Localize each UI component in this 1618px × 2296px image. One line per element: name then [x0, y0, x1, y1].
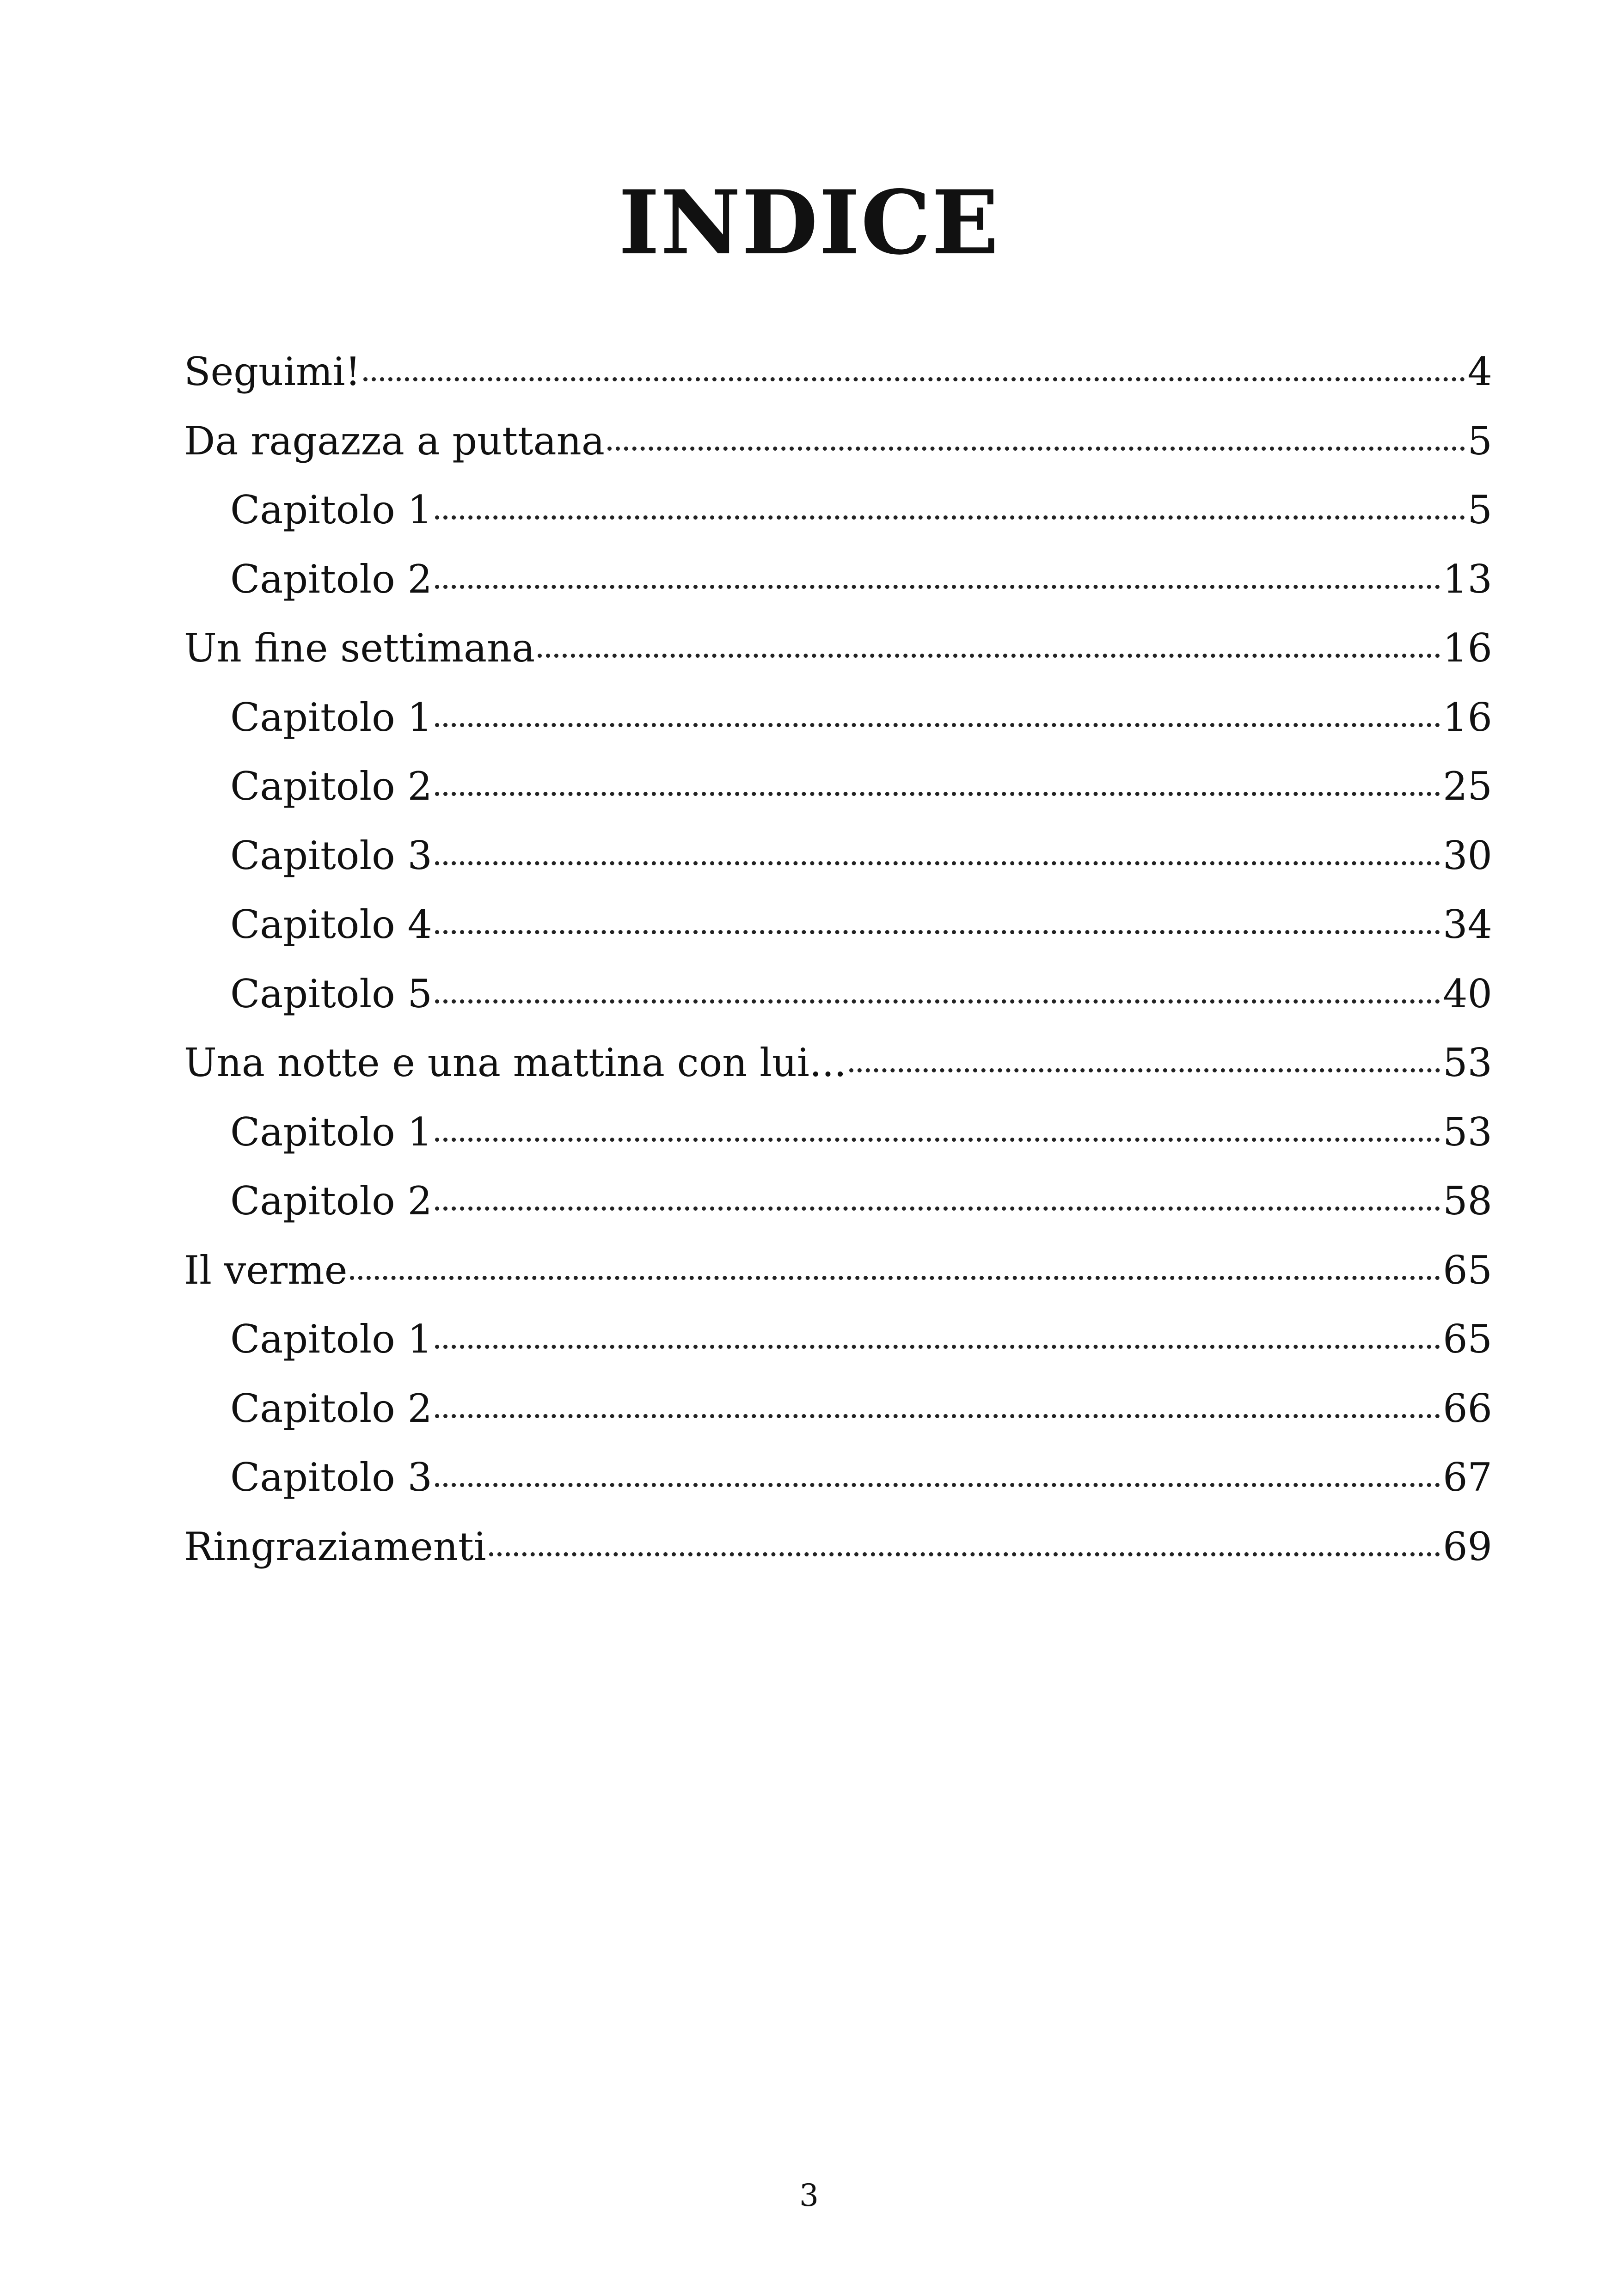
toc-entry-label: Capitolo 2 — [230, 556, 432, 602]
dot-leader — [435, 1138, 1440, 1142]
toc-subentry[interactable] — [184, 1305, 1492, 1374]
toc-entry-label: Capitolo 3 — [230, 833, 432, 878]
toc-entry-page: 40 — [1443, 971, 1492, 1016]
toc-entry-page: 53 — [1443, 1109, 1492, 1155]
toc-entry[interactable] — [184, 614, 1492, 683]
toc-entry-label: Un fine settimana — [184, 625, 535, 671]
toc-entry-page: 34 — [1443, 902, 1492, 947]
page-title: INDICE — [618, 171, 1000, 275]
toc-entry-label: Capitolo 2 — [230, 764, 432, 809]
dot-leader — [489, 1552, 1440, 1556]
toc-entry-label: Capitolo 4 — [230, 902, 432, 947]
dot-leader — [435, 1414, 1440, 1418]
toc-entry-label: Da ragazza a puttana — [184, 418, 605, 464]
dot-leader — [350, 1276, 1440, 1280]
toc-subentry[interactable] — [184, 1374, 1492, 1444]
dot-leader — [435, 1345, 1440, 1349]
toc-entry[interactable] — [184, 1029, 1492, 1098]
toc-entry-page: 30 — [1443, 833, 1492, 878]
toc-entry-page: 53 — [1443, 1040, 1492, 1085]
toc-subentry[interactable] — [184, 683, 1492, 753]
toc-entry[interactable] — [184, 337, 1492, 407]
toc-entry-page: 25 — [1443, 764, 1492, 809]
toc-entry-label: Capitolo 1 — [230, 487, 432, 533]
toc-entry-label: Capitolo 3 — [230, 1455, 432, 1500]
toc-subentry[interactable] — [184, 890, 1492, 960]
toc-subentry[interactable] — [184, 752, 1492, 821]
toc-subentry[interactable] — [184, 1167, 1492, 1236]
dot-leader — [435, 515, 1465, 520]
toc-entry[interactable] — [184, 407, 1492, 476]
toc-entry-label: Il verme — [184, 1247, 348, 1293]
toc-subentry[interactable] — [184, 476, 1492, 545]
toc-entry-label: Capitolo 1 — [230, 1109, 432, 1155]
toc-entry-page: 65 — [1443, 1316, 1492, 1362]
toc-entry-page: 13 — [1443, 556, 1492, 602]
toc-entry[interactable] — [184, 1512, 1492, 1582]
toc-entry-label: Capitolo 2 — [230, 1385, 432, 1431]
toc-entry-page: 5 — [1467, 418, 1492, 464]
toc-entry-label: Seguimi! — [184, 349, 361, 394]
toc-entry-label: Capitolo 1 — [230, 1316, 432, 1362]
toc-entry-label: Capitolo 2 — [230, 1178, 432, 1224]
table-of-contents — [184, 337, 1492, 1581]
toc-entry-label: Ringraziamenti — [184, 1524, 486, 1569]
toc-subentry[interactable] — [184, 821, 1492, 891]
dot-leader — [435, 861, 1440, 865]
page-number: 3 — [799, 2178, 819, 2213]
toc-entry-page: 16 — [1443, 625, 1492, 671]
toc-entry-label: Capitolo 1 — [230, 694, 432, 740]
dot-leader — [363, 377, 1465, 381]
toc-subentry[interactable] — [184, 545, 1492, 614]
dot-leader — [435, 930, 1440, 934]
toc-entry-label: Una notte e una mattina con lui... — [184, 1040, 847, 1085]
toc-entry-page: 16 — [1443, 694, 1492, 740]
dot-leader — [435, 585, 1440, 589]
dot-leader — [607, 447, 1465, 451]
toc-entry-page: 5 — [1467, 487, 1492, 533]
toc-subentry[interactable] — [184, 960, 1492, 1029]
dot-leader — [849, 1068, 1440, 1072]
toc-entry[interactable] — [184, 1236, 1492, 1305]
dot-leader — [435, 792, 1440, 796]
toc-entry-page: 66 — [1443, 1385, 1492, 1431]
toc-entry-page: 4 — [1467, 349, 1492, 394]
dot-leader — [435, 1483, 1440, 1487]
toc-entry-page: 65 — [1443, 1247, 1492, 1293]
dot-leader — [435, 1206, 1440, 1211]
dot-leader — [435, 723, 1440, 727]
toc-entry-label: Capitolo 5 — [230, 971, 432, 1016]
toc-subentry[interactable] — [184, 1098, 1492, 1167]
dot-leader — [435, 999, 1440, 1004]
toc-entry-page: 67 — [1443, 1455, 1492, 1500]
toc-entry-page: 69 — [1443, 1524, 1492, 1569]
toc-entry-page: 58 — [1443, 1178, 1492, 1224]
toc-subentry[interactable] — [184, 1443, 1492, 1512]
dot-leader — [538, 654, 1440, 658]
